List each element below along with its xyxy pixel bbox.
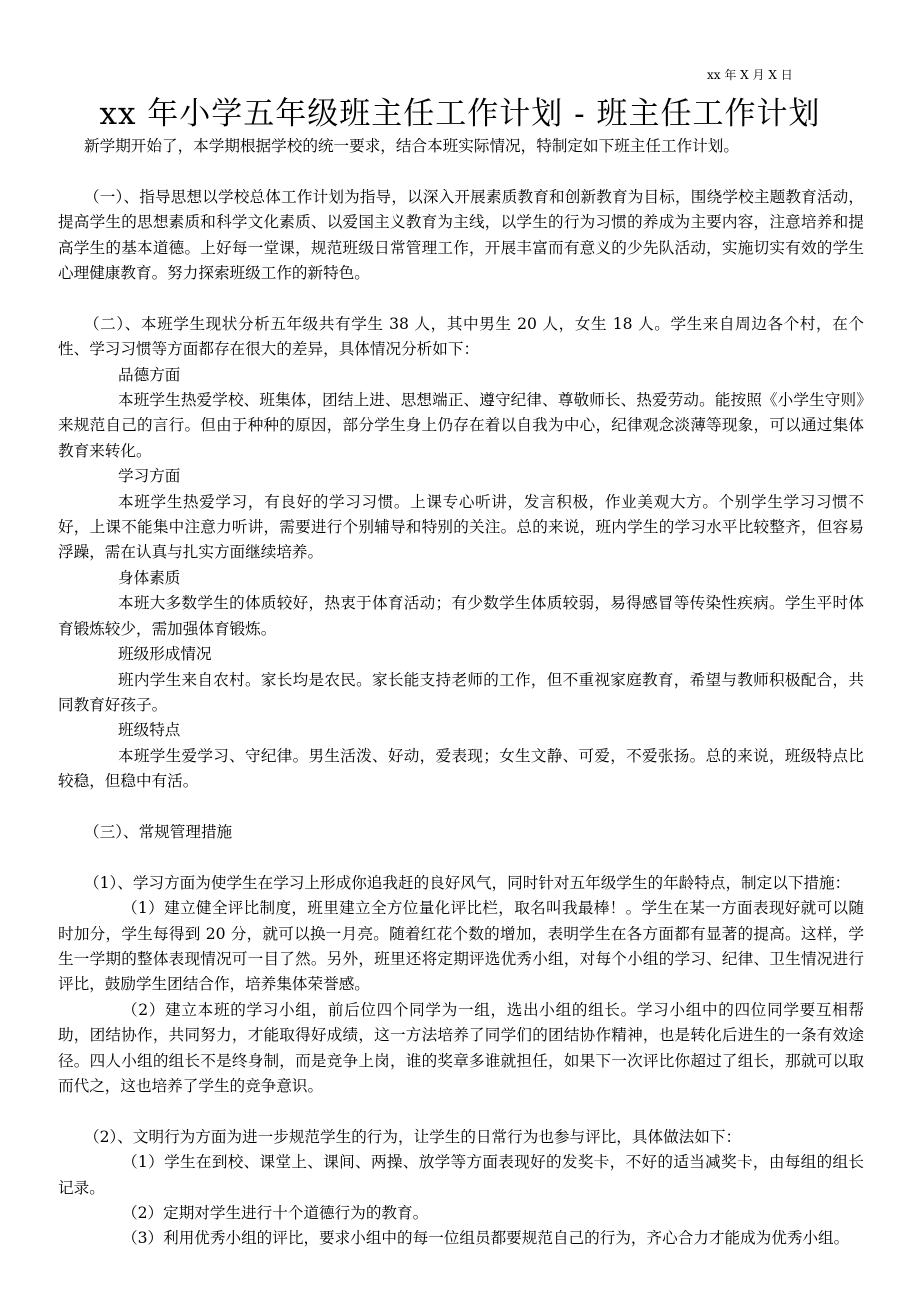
subsection-title-formation: 班级形成情况 [118,645,212,664]
study-measures-intro: （1）、学习方面为使学生在学习上形成你追我赶的良好风气，同时针对五年级学生的年龄特点，制定以下措施： [84,873,851,892]
intro-paragraph: 新学期开始了，本学期根据学校的统一要求，结合本班实际情况，特制定如下班主任工作计划。 [84,137,739,155]
behavior-measures-intro: （2）、文明行为方面为进一步规范学生的行为，让学生的日常行为也参与评比，具体做法如下： [84,1127,742,1146]
study-measure-2: （2）建立本班的学习小组，前后位四个同学为一组，选出小组的组长。学习小组中的四位同学要互相帮助，团结协作，共同努力，才能取得好成绩，这一方法培养了同学们的团结协作精神，也是转化后进生的一条有效途径。四人小组的组长不是终身制，而是竞争上岗，谁的奖章多谁就担任，如果下一次评比你超过了组长，那就可以取而代之，这也培养了学生的竞争意识。 [58,1000,865,1095]
document-title: xx 年小学五年级班主任工作计划 - 班主任工作计划 [99,96,821,132]
section2-intro: （二）、本班学生现状分析五年级共有学生 38 人，其中男生 20 人，女生 18 人。学生来自周边各个村，在个性、学习习惯等方面都存在很大的差异，具体情况分析如下： [58,314,864,359]
subsection-title-moral: 品德方面 [118,365,181,384]
subsection-text-features: 本班学生爱学习、守纪律。男生活泼、好动，爱表现；女生文静、可爱，不爱张扬。总的来说，班级特点比较稳，但稳中有活。 [58,746,864,791]
section3-title: （三）、常规管理措施 [84,822,233,841]
document-body [58,134,864,1252]
document-date: xx 年 X 月 X 日 [707,68,793,82]
subsection-title-physical: 身体素质 [118,568,181,587]
subsection-title-features: 班级特点 [118,721,181,740]
subsection-text-physical: 本班大多数学生的体质较好，热衷于体育活动；有少数学生体质较弱，易得感冒等传染性疾病。学生平时体育锻炼较少，需加强体育锻炼。 [58,594,864,638]
subsection-text-formation: 班内学生来自农村。家长均是农民。家长能支持老师的工作，但不重视家庭教育，希望与教师积极配合，共同教育好孩子。 [58,670,864,714]
subsection-text-moral: 本班学生热爱学校、班集体，团结上进、思想端正、遵守纪律、尊敬师长、热爱劳动。能按照《小学生守则》来规范自己的言行。但由于种种的原因，部分学生身上仍存在着以自我为中心，纪律观念淡薄等现象，可以通过集体教育来转化。 [58,391,864,460]
subsection-text-study: 本班学生热爱学习，有良好的学习习惯。上课专心听讲，发言积极，作业美观大方。个别学生学习习惯不好，上课不能集中注意力听讲，需要进行个别辅导和特别的关注。总的来说，班内学生的学习水平比较整齐，但容易浮躁，需在认真与扎实方面继续培养。 [58,492,864,562]
behavior-measure-1: （1）学生在到校、课堂上、课间、两操、放学等方面表现好的发奖卡，不好的适当减奖卡，由每组的组长记录。 [58,1153,864,1197]
behavior-measure-3: （3）利用优秀小组的评比，要求小组中的每一位组员都要规范自己的行为，齐心合力才能成为优秀小组。 [122,1229,850,1248]
subsection-title-study: 学习方面 [118,467,181,486]
behavior-measure-2: （2）定期对学生进行十个道德行为的教育。 [122,1203,429,1222]
study-measure-1: （1）建立健全评比制度，班里建立全方位量化评比栏，取名叫我最棒！。学生在某一方面表现好就可以随时加分，学生每得到 20 分，就可以换一月亮。随着红花个数的增加，表明学生在各方面都有显著的提高。这样，学生一学期的整体表现情况可一目了然。另外，班里还将定期评选优秀小组，对每个小组的学习、纪律、卫生情况进行评比，鼓励学生团结合作，培养集体荣誉感。 [58,899,864,994]
section1-paragraph: （一）、指导思想以学校总体工作计划为指导，以深入开展素质教育和创新教育为目标，围绕学校主题教育活动，提高学生的思想素质和科学文化素质、以爱国主义教育为主线，以学生的行为习惯的养成为主要内容，注意培养和提高学生的基本道德。上好每一堂课，规范班级日常管理工作，开展丰富而有意义的少先队活动，实施切实有效的学生心理健康教育。努力探索班级工作的新特色。 [58,187,864,283]
